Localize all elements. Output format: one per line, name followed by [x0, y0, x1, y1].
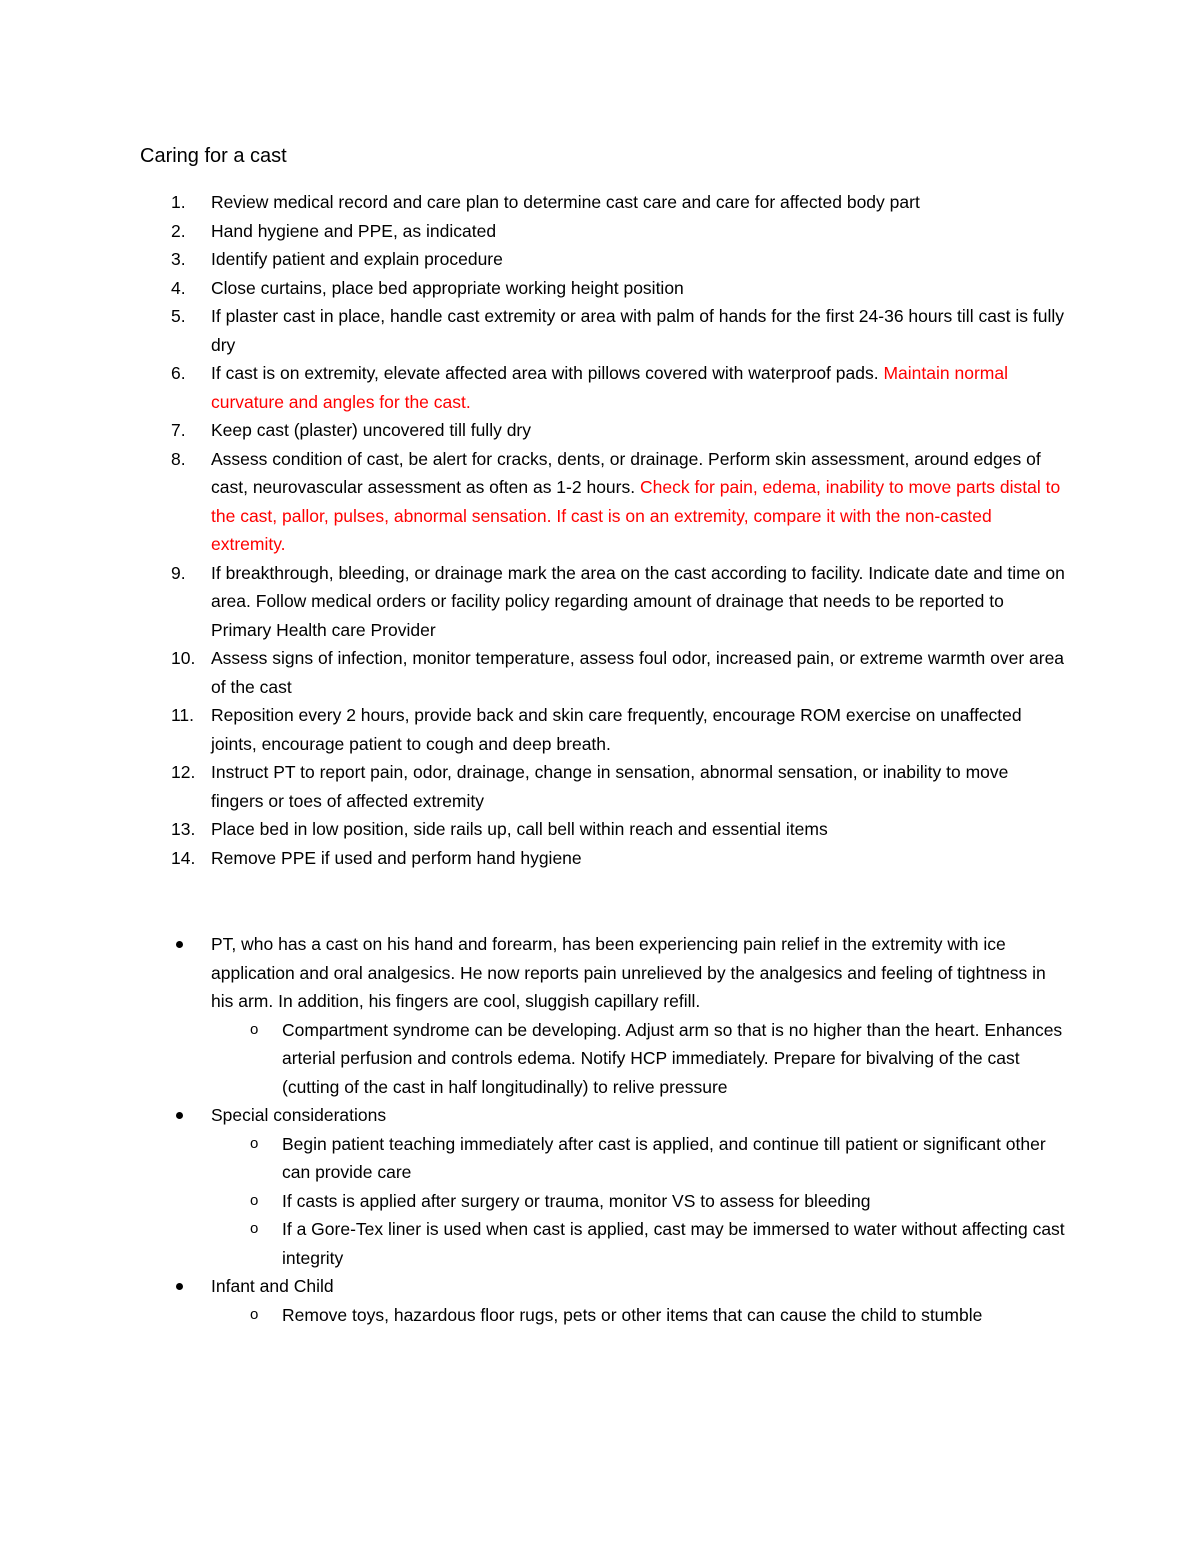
step-text: Instruct PT to report pain, odor, drainage, change in sensation, abnormal sensation, or inability to move fingers or toes of affected extremity	[211, 762, 1009, 811]
step-text: Place bed in low position, side rails up, call bell within reach and essential items	[211, 819, 828, 839]
sub-text: If casts is applied after surgery or trauma, monitor VS to assess for bleeding	[282, 1190, 871, 1211]
step-number: 14.	[171, 847, 196, 868]
step-highlight-text: Check for pain, edema, inability to move parts distal to the cast, pallor, pulses, abnormal sensation. If cast is on an extremity, compare it with the non-casted extremity.	[211, 477, 1061, 554]
step-item	[140, 559, 1065, 645]
step-highlight-text: Maintain normal curvature and angles for the cast.	[211, 363, 1008, 412]
step-text: Assess signs of infection, monitor temperature, assess foul odor, increased pain, or extreme warmth over area of the cast	[211, 648, 1065, 697]
sub-item	[211, 1187, 1065, 1216]
step-number: 8.	[171, 448, 186, 469]
sub-marker: o	[250, 1220, 259, 1237]
sub-text: If a Gore-Tex liner is used when cast is applied, cast may be immersed to water without affecting cast integrity	[282, 1219, 1065, 1268]
step-number: 13.	[171, 819, 196, 839]
step-item	[140, 274, 1065, 303]
step-item	[140, 188, 1065, 217]
sub-item	[211, 1016, 1065, 1102]
step-number: 5.	[171, 306, 186, 326]
step-item	[140, 758, 1065, 815]
step-item	[140, 217, 1065, 246]
step-text: Identify patient and explain procedure	[211, 249, 503, 269]
step-number: 11.	[171, 705, 195, 725]
sub-item	[211, 1130, 1065, 1187]
bullet-text: Infant and Child	[211, 1276, 334, 1296]
step-text: If breakthrough, bleeding, or drainage mark the area on the cast according to facility. Indicate date and time on area. Follow medical orders or facility policy regarding amount of drainage that needs to be reported to Primary Health care Provider	[211, 562, 1065, 640]
sub-list	[211, 1130, 1065, 1273]
step-text: If cast is on extremity, elevate affected area with pillows covered with waterproof pads.	[211, 363, 879, 383]
bullet-item	[140, 930, 1065, 1101]
step-number: 2.	[171, 220, 186, 241]
step-number: 12.	[171, 762, 196, 782]
step-item	[140, 445, 1065, 559]
step-text: Reposition every 2 hours, provide back and skin care frequently, encourage ROM exercise on unaffected joints, encourage patient to cough and deep breath.	[211, 705, 1022, 754]
step-text: Close curtains, place bed appropriate working height position	[211, 277, 684, 298]
step-item	[140, 359, 1065, 416]
sub-list	[211, 1301, 1065, 1330]
step-item	[140, 302, 1065, 359]
step-number: 10.	[171, 648, 196, 668]
step-text: Remove PPE if used and perform hand hygiene	[211, 847, 582, 868]
sub-text: Remove toys, hazardous floor rugs, pets or other items that can cause the child to stumble	[282, 1304, 983, 1325]
bullet-marker	[176, 1112, 183, 1119]
sub-text: Begin patient teaching immediately after cast is applied, and continue till patient or significant other can provide care	[282, 1133, 1046, 1182]
step-item	[140, 416, 1065, 445]
step-text: Hand hygiene and PPE, as indicated	[211, 220, 497, 241]
sub-item	[211, 1301, 1065, 1330]
bullet-text: Special considerations	[211, 1105, 387, 1125]
step-item	[140, 701, 1065, 758]
sub-text: Compartment syndrome can be developing. Adjust arm so that is no higher than the heart. Enhances arterial perfusion and controls edema. Notify HCP immediately. Prepare for bivalving of the cast (cutting of the cast in half longitudinally) to relive pressure	[282, 1019, 1063, 1097]
step-number: 7.	[171, 420, 186, 440]
sub-marker: o	[250, 1305, 259, 1323]
bullet-marker	[176, 1283, 183, 1290]
step-item	[140, 844, 1065, 873]
step-text: Assess condition of cast, be alert for cracks, dents, or drainage. Perform skin assessment, around edges of cast, neurovascular assessment as often as 1-2 hours.	[211, 448, 1041, 497]
step-text: Keep cast (plaster) uncovered till fully dry	[211, 420, 531, 440]
bullet-text: PT, who has a cast on his hand and forearm, has been experiencing pain relief in the extremity with ice application and oral analgesics. He now reports pain unrelieved by the analgesics and feeling of tightness in his arm. In addition, his fingers are cool, sluggish capillary refill.	[211, 934, 1046, 1011]
document-title: Caring for a cast	[140, 145, 287, 167]
step-number: 3.	[171, 249, 186, 269]
steps-list	[140, 188, 1065, 872]
bullet-item	[140, 1101, 1065, 1272]
step-number: 4.	[171, 277, 186, 298]
step-item	[140, 644, 1065, 701]
notes-list	[140, 930, 1065, 1329]
step-number: 6.	[171, 363, 186, 383]
bullet-marker	[176, 941, 183, 948]
step-item	[140, 815, 1065, 844]
step-item	[140, 245, 1065, 274]
sub-marker: o	[250, 1134, 259, 1152]
sub-marker: o	[250, 1191, 259, 1209]
step-number: 1.	[171, 192, 186, 212]
sub-marker: o	[250, 1020, 259, 1038]
sub-list	[211, 1016, 1065, 1102]
step-text: Review medical record and care plan to determine cast care and care for affected body part	[211, 192, 920, 212]
bullet-item	[140, 1272, 1065, 1329]
step-number: 9.	[171, 562, 186, 583]
sub-item	[211, 1215, 1065, 1272]
step-text: If plaster cast in place, handle cast extremity or area with palm of hands for the first 24-36 hours till cast is fully dry	[211, 306, 1065, 355]
